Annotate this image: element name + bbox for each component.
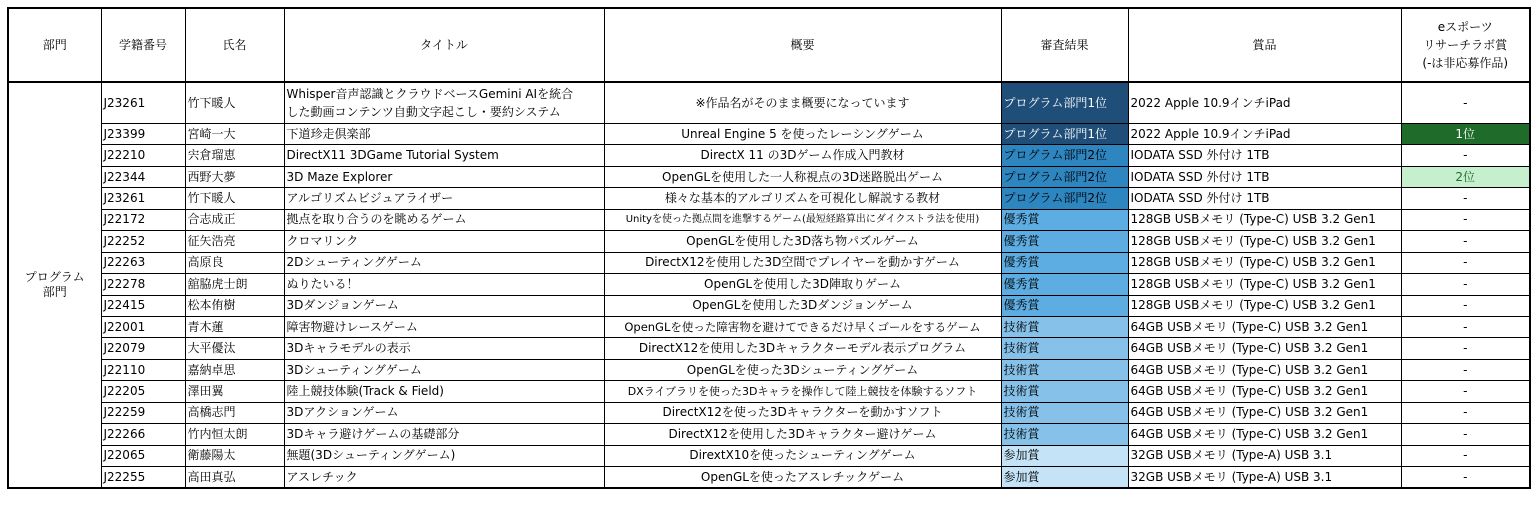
- prize-cell: 32GB USBメモリ (Type-A) USB 3.1: [1128, 467, 1401, 489]
- esports-cell: 1位: [1401, 124, 1530, 145]
- summary-cell: OpenGLを使った障害物を避けてできるだけ早くゴールをするゲーム: [604, 316, 1001, 337]
- header-prize: 賞品: [1128, 8, 1401, 82]
- summary-cell: DirectX12を使用した3D空間でプレイヤーを動かすゲーム: [604, 252, 1001, 273]
- summary-cell: DXライブラリを使った3Dキャラを操作して陸上競技を体験するソフト: [604, 381, 1001, 402]
- prize-cell: 32GB USBメモリ (Type-A) USB 3.1: [1128, 445, 1401, 466]
- result-cell: プログラム部門2位: [1001, 188, 1128, 209]
- name-cell: 高田真弘: [185, 467, 284, 489]
- result-cell: プログラム部門1位: [1001, 82, 1128, 124]
- title-cell: ぬりたいる！: [284, 274, 604, 295]
- result-cell: 技術賞: [1001, 316, 1128, 337]
- summary-cell: 様々な基本的アルゴリズムを可視化し解説する教材: [604, 188, 1001, 209]
- table-row: [8, 145, 1530, 166]
- summary-cell: OpenGLを使用した3D陣取りゲーム: [604, 274, 1001, 295]
- prize-cell: IODATA SSD 外付け 1TB: [1128, 166, 1401, 187]
- name-cell: 征矢浩亮: [185, 231, 284, 252]
- result-cell: 技術賞: [1001, 381, 1128, 402]
- table-row: [8, 252, 1530, 273]
- title-cell: 陸上競技体験(Track & Field): [284, 381, 604, 402]
- title-cell: 下道珍走倶楽部: [284, 124, 604, 145]
- table-row: [8, 166, 1530, 187]
- result-cell: 参加賞: [1001, 445, 1128, 466]
- esports-cell: -: [1401, 316, 1530, 337]
- student-id-cell: J22252: [101, 231, 185, 252]
- table-row: [8, 359, 1530, 380]
- summary-cell: OpenGLを使用した一人称視点の3D迷路脱出ゲーム: [604, 166, 1001, 187]
- prize-cell: 128GB USBメモリ (Type-C) USB 3.2 Gen1: [1128, 295, 1401, 316]
- header-name: 氏名: [185, 8, 284, 82]
- dept-label-line2: 部門: [42, 285, 67, 300]
- student-id-cell: J22266: [101, 424, 185, 445]
- table-row: [8, 445, 1530, 466]
- table-row: [8, 402, 1530, 423]
- prize-cell: 128GB USBメモリ (Type-C) USB 3.2 Gen1: [1128, 209, 1401, 230]
- summary-cell: OpenGLを使用した3Dダンジョンゲーム: [604, 295, 1001, 316]
- title-cell: アルゴリズムビジュアライザー: [284, 188, 604, 209]
- student-id-cell: J23399: [101, 124, 185, 145]
- student-id-cell: J22255: [101, 467, 185, 489]
- prize-cell: 64GB USBメモリ (Type-C) USB 3.2 Gen1: [1128, 316, 1401, 337]
- title-cell: 2Dシューティングゲーム: [284, 252, 604, 273]
- summary-cell: DirectX12を使用した3Dキャラクター避けゲーム: [604, 424, 1001, 445]
- title-cell: [284, 82, 604, 124]
- header-dept: 部門: [8, 8, 101, 82]
- student-id-cell: J22001: [101, 316, 185, 337]
- esports-cell: -: [1401, 424, 1530, 445]
- name-cell: 舘脇虎士朗: [185, 274, 284, 295]
- esports-cell: -: [1401, 381, 1530, 402]
- title-cell: 拠点を取り合うのを眺めるゲーム: [284, 209, 604, 230]
- header-esports-line1: eスポーツ: [1437, 20, 1493, 34]
- student-id-cell: J23261: [101, 188, 185, 209]
- student-id-cell: J23261: [101, 82, 185, 124]
- student-id-cell: J22259: [101, 402, 185, 423]
- header-row: [8, 8, 1530, 82]
- name-cell: 松本侑樹: [185, 295, 284, 316]
- name-cell: 合志成正: [185, 209, 284, 230]
- esports-cell: -: [1401, 467, 1530, 489]
- title-cell: 3D Maze Explorer: [284, 166, 604, 187]
- summary-cell: ※作品名がそのまま概要になっています: [604, 82, 1001, 124]
- title-cell: 3Dキャラモデルの表示: [284, 338, 604, 359]
- title-cell: DirectX11 3DGame Tutorial System: [284, 145, 604, 166]
- table-row: [8, 274, 1530, 295]
- name-cell: 高原良: [185, 252, 284, 273]
- name-cell: 高橋志門: [185, 402, 284, 423]
- esports-cell: -: [1401, 188, 1530, 209]
- prize-cell: 2022 Apple 10.9インチiPad: [1128, 82, 1401, 124]
- summary-cell: OpenGLを使用した3D落ち物パズルゲーム: [604, 231, 1001, 252]
- esports-cell: -: [1401, 445, 1530, 466]
- student-id-cell: J22110: [101, 359, 185, 380]
- title-cell: 無題(3Dシューティングゲーム): [284, 445, 604, 466]
- title-cell: 3Dダンジョンゲーム: [284, 295, 604, 316]
- title-cell: 3Dアクションゲーム: [284, 402, 604, 423]
- summary-cell: OpenGLを使ったアスレチックゲーム: [604, 467, 1001, 489]
- student-id-cell: J22278: [101, 274, 185, 295]
- result-cell: 技術賞: [1001, 424, 1128, 445]
- name-cell: 青木蓮: [185, 316, 284, 337]
- result-cell: 優秀賞: [1001, 252, 1128, 273]
- name-cell: 衛藤陽太: [185, 445, 284, 466]
- name-cell: 嘉納卓思: [185, 359, 284, 380]
- esports-cell: -: [1401, 82, 1530, 124]
- result-cell: 優秀賞: [1001, 231, 1128, 252]
- student-id-cell: J22210: [101, 145, 185, 166]
- result-cell: プログラム部門2位: [1001, 145, 1128, 166]
- title-cell: 障害物避けレースゲーム: [284, 316, 604, 337]
- title-cell: 3Dキャラ避けゲームの基礎部分: [284, 424, 604, 445]
- title-cell: クロマリンク: [284, 231, 604, 252]
- esports-cell: -: [1401, 231, 1530, 252]
- title-line2: した動画コンテンツ自動文字起こし・要約システム: [286, 105, 561, 119]
- result-cell: 優秀賞: [1001, 209, 1128, 230]
- summary-cell: DirectX12を使用した3Dキャラクターモデル表示プログラム: [604, 338, 1001, 359]
- prize-cell: 128GB USBメモリ (Type-C) USB 3.2 Gen1: [1128, 274, 1401, 295]
- result-cell: 優秀賞: [1001, 274, 1128, 295]
- name-cell: 竹下暖人: [185, 82, 284, 124]
- table-row: [8, 424, 1530, 445]
- name-cell: 宮崎一大: [185, 124, 284, 145]
- table-row: [8, 82, 1530, 124]
- prize-cell: 64GB USBメモリ (Type-C) USB 3.2 Gen1: [1128, 402, 1401, 423]
- header-esports-line2: リサーチラボ賞: [1423, 38, 1508, 52]
- prize-cell: 128GB USBメモリ (Type-C) USB 3.2 Gen1: [1128, 252, 1401, 273]
- summary-cell: OpenGLを使った3Dシューティングゲーム: [604, 359, 1001, 380]
- summary-cell: Unityを使った拠点間を進撃するゲーム(最短経路算出にダイクストラ法を使用): [604, 209, 1001, 230]
- table-row: [8, 316, 1530, 337]
- prize-cell: 64GB USBメモリ (Type-C) USB 3.2 Gen1: [1128, 381, 1401, 402]
- name-cell: 大平優汰: [185, 338, 284, 359]
- summary-cell: DirectX 11 の3Dゲーム作成入門教材: [604, 145, 1001, 166]
- table-row: [8, 381, 1530, 402]
- title-line1: Whisper音声認識とクラウドベースGemini AIを統合: [286, 87, 574, 101]
- summary-cell: DirextX10を使ったシューティングゲーム: [604, 445, 1001, 466]
- header-result: 審査結果: [1001, 8, 1128, 82]
- result-cell: 技術賞: [1001, 359, 1128, 380]
- esports-cell: -: [1401, 295, 1530, 316]
- table-row: [8, 188, 1530, 209]
- esports-cell: -: [1401, 209, 1530, 230]
- summary-cell: DirectX12を使った3Dキャラクターを動かすソフト: [604, 402, 1001, 423]
- dept-label-line1: プログラム: [24, 270, 85, 285]
- name-cell: 澤田翼: [185, 381, 284, 402]
- header-student-id: 学籍番号: [101, 8, 185, 82]
- header-esports: [1401, 8, 1530, 82]
- prize-cell: IODATA SSD 外付け 1TB: [1128, 188, 1401, 209]
- name-cell: 宍倉瑠恵: [185, 145, 284, 166]
- esports-cell: 2位: [1401, 166, 1530, 187]
- prize-cell: 64GB USBメモリ (Type-C) USB 3.2 Gen1: [1128, 424, 1401, 445]
- summary-cell: Unreal Engine 5 を使ったレーシングゲーム: [604, 124, 1001, 145]
- result-cell: プログラム部門1位: [1001, 124, 1128, 145]
- header-summary: 概要: [604, 8, 1001, 82]
- name-cell: 西野大夢: [185, 166, 284, 187]
- student-id-cell: J22079: [101, 338, 185, 359]
- esports-cell: -: [1401, 252, 1530, 273]
- header-esports-line3: (-は非応募作品): [1422, 56, 1509, 70]
- student-id-cell: J22065: [101, 445, 185, 466]
- result-cell: 技術賞: [1001, 402, 1128, 423]
- dept-cell: [8, 82, 101, 488]
- table-row: [8, 338, 1530, 359]
- awards-table: [7, 7, 1531, 489]
- table-row: [8, 209, 1530, 230]
- student-id-cell: J22415: [101, 295, 185, 316]
- prize-cell: IODATA SSD 外付け 1TB: [1128, 145, 1401, 166]
- student-id-cell: J22344: [101, 166, 185, 187]
- esports-cell: -: [1401, 274, 1530, 295]
- table-row: [8, 295, 1530, 316]
- prize-cell: 64GB USBメモリ (Type-C) USB 3.2 Gen1: [1128, 359, 1401, 380]
- student-id-cell: J22205: [101, 381, 185, 402]
- table-row: [8, 124, 1530, 145]
- student-id-cell: J22172: [101, 209, 185, 230]
- title-cell: 3Dシューティングゲーム: [284, 359, 604, 380]
- esports-cell: -: [1401, 338, 1530, 359]
- esports-cell: -: [1401, 145, 1530, 166]
- esports-cell: -: [1401, 402, 1530, 423]
- result-cell: 技術賞: [1001, 338, 1128, 359]
- title-cell: アスレチック: [284, 467, 604, 489]
- table-row: [8, 467, 1530, 489]
- prize-cell: 128GB USBメモリ (Type-C) USB 3.2 Gen1: [1128, 231, 1401, 252]
- header-title: タイトル: [284, 8, 604, 82]
- prize-cell: 2022 Apple 10.9インチiPad: [1128, 124, 1401, 145]
- name-cell: 竹内恒太朗: [185, 424, 284, 445]
- result-cell: プログラム部門2位: [1001, 166, 1128, 187]
- esports-cell: -: [1401, 359, 1530, 380]
- student-id-cell: J22263: [101, 252, 185, 273]
- result-cell: 優秀賞: [1001, 295, 1128, 316]
- prize-cell: 64GB USBメモリ (Type-C) USB 3.2 Gen1: [1128, 338, 1401, 359]
- result-cell: 参加賞: [1001, 467, 1128, 489]
- table-row: [8, 231, 1530, 252]
- name-cell: 竹下暖人: [185, 188, 284, 209]
